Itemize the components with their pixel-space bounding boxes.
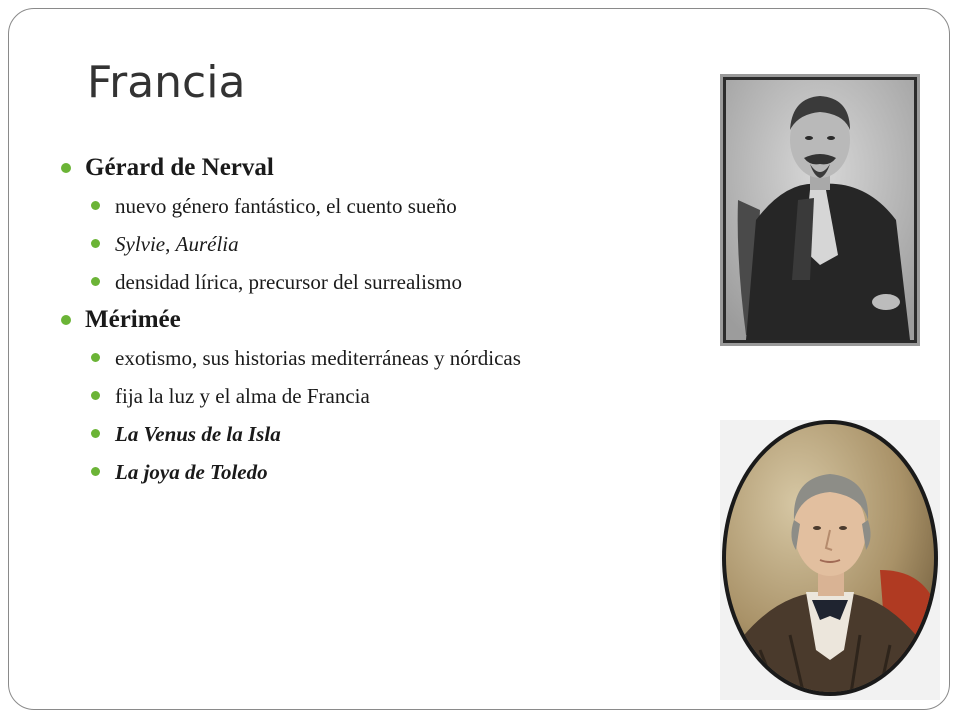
work-separator: , bbox=[165, 232, 176, 256]
bullet-merimee bbox=[59, 301, 699, 339]
work-title-sylvie: Sylvie bbox=[115, 232, 166, 256]
merimee-portrait-image bbox=[720, 420, 940, 700]
bullet-gerard-de-nerval bbox=[59, 149, 699, 187]
nerval-photo-image bbox=[726, 80, 914, 340]
bullet-list bbox=[59, 149, 699, 491]
bullet-heading: Gérard de Nerval bbox=[85, 154, 274, 181]
sub-bullet bbox=[89, 339, 699, 377]
sub-bullet-text: nuevo género fantástico, el cuento sueño bbox=[115, 194, 457, 218]
bullet-dot-icon bbox=[91, 391, 100, 400]
bullet-dot-icon bbox=[91, 429, 100, 438]
bullet-dot-icon bbox=[91, 239, 100, 248]
work-title-aurelia: Aurélia bbox=[175, 232, 239, 256]
sub-bullet-text: densidad lírica, precursor del surrealismo bbox=[115, 270, 462, 294]
sub-bullet bbox=[89, 377, 699, 415]
merimee-portrait bbox=[720, 420, 940, 700]
nerval-photo bbox=[720, 74, 920, 346]
bullet-dot-icon bbox=[91, 467, 100, 476]
sub-bullet bbox=[89, 453, 699, 491]
bullet-dot-icon bbox=[91, 353, 100, 362]
sub-bullet bbox=[89, 225, 699, 263]
sub-bullet-text: exotismo, sus historias mediterráneas y nórdicas bbox=[115, 346, 521, 370]
bullet-dot-icon bbox=[61, 163, 71, 173]
sub-bullet bbox=[89, 263, 699, 301]
bullet-heading: Mérimée bbox=[85, 306, 181, 333]
slide-title: Francia bbox=[87, 57, 246, 108]
bullet-dot-icon bbox=[61, 315, 71, 325]
bullet-dot-icon bbox=[91, 201, 100, 210]
work-title-la-venus: La Venus de la Isla bbox=[115, 422, 281, 446]
nerval-photo-inner bbox=[723, 77, 917, 343]
work-title-la-joya: La joya de Toledo bbox=[115, 460, 268, 484]
sub-bullet bbox=[89, 187, 699, 225]
sub-bullet-text: fija la luz y el alma de Francia bbox=[115, 384, 370, 408]
sub-bullet bbox=[89, 415, 699, 453]
bullet-dot-icon bbox=[91, 277, 100, 286]
